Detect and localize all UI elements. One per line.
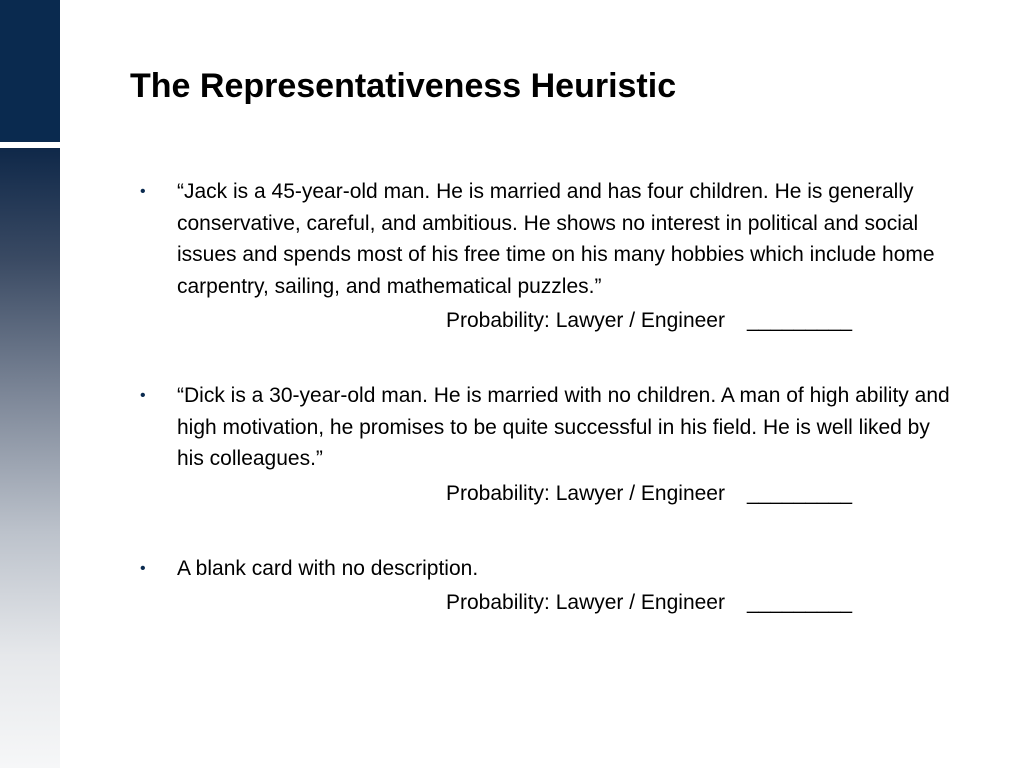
slide-title: The Representativeness Heuristic <box>130 67 677 105</box>
bullet-marker: • <box>140 183 146 200</box>
probability-line-dick <box>446 478 950 510</box>
probability-line-blank-card <box>446 587 950 619</box>
bullet-list <box>140 176 950 619</box>
probability-label: Probability: Lawyer / Engineer <box>446 309 725 332</box>
bullet-item-blank-card <box>140 553 950 620</box>
bullet-text-dick: “Dick is a 30-year-old man. He is married with no children. A man of high ability and high motivation, he promises to be quite successful in his field. He is well liked by his colleagues.” <box>177 384 950 470</box>
probability-blank: _________ <box>746 309 853 332</box>
side-bar-gradient-block <box>0 148 60 768</box>
bullet-text-jack: “Jack is a 45-year-old man. He is married and has four children. He is generally conservative, careful, and ambitious. He shows no interest in political and social issues and spends most of his free time on his many hobbies which include home carpentry, sailing, and mathematical puzzles.” <box>177 180 935 298</box>
bullet-item-jack <box>140 176 950 337</box>
bullet-marker: • <box>140 387 146 404</box>
side-decoration-bar <box>0 0 60 768</box>
probability-blank: _________ <box>746 591 853 614</box>
probability-blank: _________ <box>746 481 853 505</box>
probability-line-jack <box>446 305 950 337</box>
bullet-marker: • <box>140 559 146 577</box>
probability-label: Probability: Lawyer / Engineer <box>446 481 725 505</box>
bullet-text-blank-card: A blank card with no description. <box>177 556 479 580</box>
probability-label: Probability: Lawyer / Engineer <box>446 591 725 614</box>
side-bar-top-block <box>0 0 60 142</box>
bullet-item-dick <box>140 380 950 510</box>
